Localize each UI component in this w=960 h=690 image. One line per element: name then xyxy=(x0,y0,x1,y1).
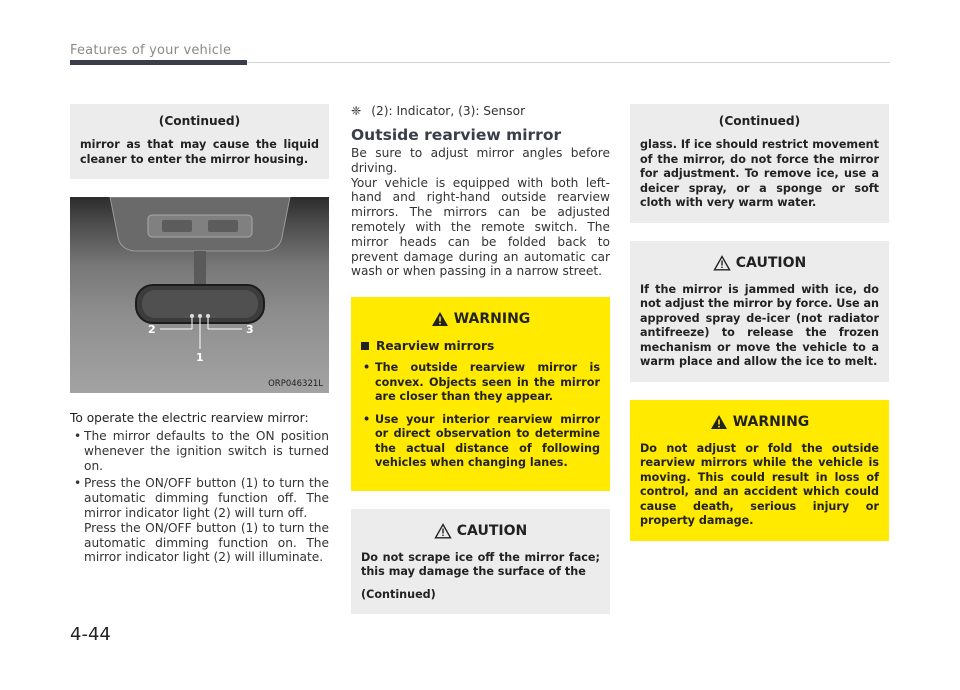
warning-box xyxy=(351,297,610,491)
list-item: • The mirror defaults to the ON position whenever the ignition switch is turned on. xyxy=(74,429,329,473)
figure-label-2: 2 xyxy=(148,323,156,336)
header-bar xyxy=(70,60,247,65)
list-item: • The outside rearview mirror is convex. Objects seen in the mirror are closer than they appear. xyxy=(363,361,600,404)
continued-text: glass. If ice should restrict movement of the mirror, do not force the mirror for adjustment. To remove ice, use a deicer spray, or a sponge or soft cloth with very warm water. xyxy=(640,138,879,209)
caution-text: If the mirror is jammed with ice, do not adjust the mirror by force. Use an approved spray de-icer (not radiator antifreeze) to release the frozen mechanism or move the vehicle to a warm place and allow the ice to melt. xyxy=(640,282,879,368)
column-3 xyxy=(630,104,889,541)
continued-box-3 xyxy=(630,104,889,223)
caution-box xyxy=(351,509,610,615)
list-item: • Press the ON/OFF button (1) to turn the automatic dimming function off. The mirror indicator light (2) will turn off. Press the ON/OFF button (1) to turn the automatic dimming function on. The mirror indicator light (2) will illuminate. xyxy=(74,476,329,565)
caution-triangle-icon xyxy=(434,523,452,539)
operate-bullets xyxy=(70,429,329,565)
warning-box-3 xyxy=(630,400,889,541)
warning-bullets xyxy=(361,361,600,471)
continued-label: (Continued) xyxy=(718,114,801,128)
caution-title: CAUTION xyxy=(640,255,879,271)
continued-box xyxy=(70,104,329,179)
caution-text: Do not scrape ice off the mirror face; this may damage the surface of the xyxy=(361,550,600,579)
caution-title: CAUTION xyxy=(361,523,600,539)
section-header: Features of your vehicle xyxy=(70,43,232,58)
warning-title: WARNING xyxy=(640,414,879,430)
page-number: 4-44 xyxy=(70,624,111,645)
warning-triangle-icon xyxy=(710,414,728,430)
note-symbol: ❈ xyxy=(351,104,362,118)
operate-subhead: To operate the electric rearview mirror: xyxy=(70,411,309,425)
section-title: Outside rearview mirror xyxy=(351,126,562,144)
figure-note: ❈ (2): Indicator, (3): Sensor xyxy=(351,104,526,118)
paragraph-1: Be sure to adjust mirror angles before driving. xyxy=(351,146,610,175)
warning-subtitle: Rearview mirrors xyxy=(361,339,600,353)
figure-id: ORP046321L xyxy=(268,379,323,389)
square-bullet-icon xyxy=(361,342,369,350)
warning-title: WARNING xyxy=(361,311,600,327)
header-rule xyxy=(247,62,890,63)
list-item: • Use your interior rearview mirror or direct observation to determine the actual distance of following vehicles when changing lanes. xyxy=(363,412,600,470)
column-1 xyxy=(70,104,329,568)
continued-text: mirror as that may cause the liquid cleaner to enter the mirror housing. xyxy=(80,138,319,166)
warning-triangle-icon xyxy=(431,311,449,327)
caution-box-3 xyxy=(630,241,889,382)
warning-text: Do not adjust or fold the outside rearview mirrors while the vehicle is moving. This could result in loss of control, and an accident which could cause death, serious injury or property damage. xyxy=(640,441,879,527)
caution-triangle-icon xyxy=(713,255,731,271)
column-2 xyxy=(351,104,610,614)
continued-label: (Continued) xyxy=(158,114,241,128)
paragraph-2: Your vehicle is equipped with both left-hand and right-hand outside rearview mirrors. The mirrors can be adjusted remotely with the remote switch. The mirror heads can be folded back to prevent damage during an automatic car wash or when passing in a narrow street. xyxy=(351,175,610,279)
mirror-figure xyxy=(70,197,329,393)
figure-label-3: 3 xyxy=(246,323,254,336)
caution-continued: (Continued) xyxy=(361,587,436,601)
figure-label-1: 1 xyxy=(196,351,204,364)
